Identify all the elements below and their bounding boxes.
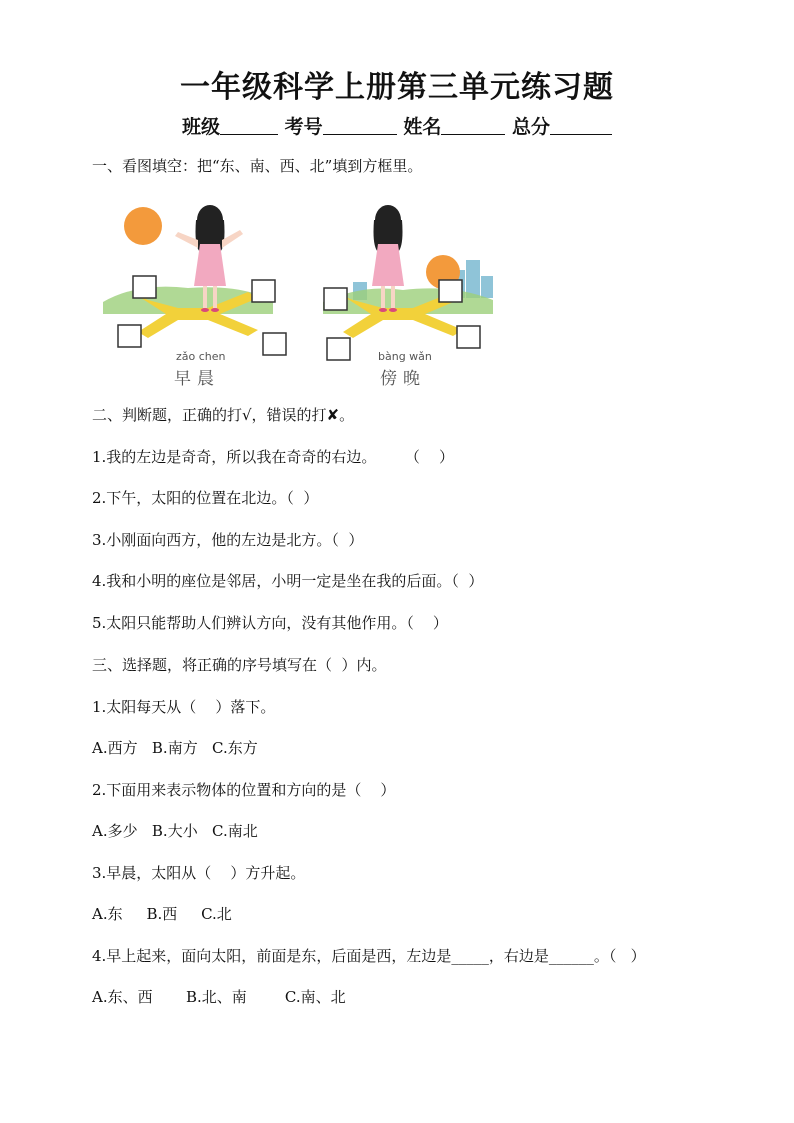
student-info-row <box>0 112 794 139</box>
evening-pinyin: bàng wǎn <box>378 350 432 363</box>
class-label: 班级 <box>182 116 221 138</box>
evening-scene <box>323 205 493 360</box>
answer-box <box>457 326 480 348</box>
choice-options: A.东、西 B.北、南 C.南、北 <box>92 988 346 1006</box>
judge-item: 4.我和小明的座位是邻居，小明一定是坐在我的后面。（ ） <box>92 572 484 590</box>
choice-question: 2.下面用来表示物体的位置和方向的是（ ） <box>92 781 396 799</box>
name-blank[interactable] <box>441 116 505 135</box>
choice-question: 1.太阳每天从（ ）落下。 <box>92 698 276 716</box>
answer-box <box>118 325 141 347</box>
name-label: 姓名 <box>403 116 442 138</box>
choice-options: A.东 B.西 C.北 <box>92 905 232 923</box>
direction-illustration <box>98 190 498 390</box>
answer-box <box>439 280 462 302</box>
illustration-svg <box>98 190 498 390</box>
class-blank[interactable] <box>220 116 278 135</box>
section3-heading: 三、选择题，将正确的序号填写在（ ）内。 <box>92 656 387 674</box>
sun-icon <box>124 207 162 245</box>
choice-options: A.西方 B.南方 C.东方 <box>92 739 258 757</box>
answer-box <box>327 338 350 360</box>
choice-options: A.多少 B.大小 C.南北 <box>92 822 258 840</box>
morning-pinyin: zǎo chen <box>176 350 226 363</box>
judge-item: 2.下午，太阳的位置在北边。（ ） <box>92 489 319 507</box>
section2-heading: 二、判断题，正确的打√，错误的打✘。 <box>92 406 355 424</box>
answer-box <box>324 288 347 310</box>
section1-heading: 一、看图填空：把“东、南、西、北”填到方框里。 <box>92 157 423 175</box>
judge-item: 3.小刚面向西方，他的左边是北方。（ ） <box>92 531 364 549</box>
page-title: 一年级科学上册第三单元练习题 <box>180 70 614 105</box>
answer-box <box>252 280 275 302</box>
evening-label: 傍晚 <box>380 369 426 389</box>
choice-question: 4.早上起来，面向太阳，前面是东，后面是西，左边是_____，右边是______。（ ） <box>92 947 646 965</box>
exam-no-blank[interactable] <box>323 116 397 135</box>
morning-scene <box>103 205 286 355</box>
morning-label: 早晨 <box>174 369 220 389</box>
answer-box <box>133 276 156 298</box>
exam-no-label: 考号 <box>284 116 323 138</box>
choice-question: 3.早晨，太阳从（ ）方升起。 <box>92 864 306 882</box>
score-blank[interactable] <box>550 116 612 135</box>
judge-item: 1.我的左边是奇奇，所以我在奇奇的右边。 （ ） <box>92 448 454 466</box>
judge-item: 5.太阳只能帮助人们辨认方向，没有其他作用。（ ） <box>92 614 448 632</box>
answer-box <box>263 333 286 355</box>
score-label: 总分 <box>511 116 550 138</box>
